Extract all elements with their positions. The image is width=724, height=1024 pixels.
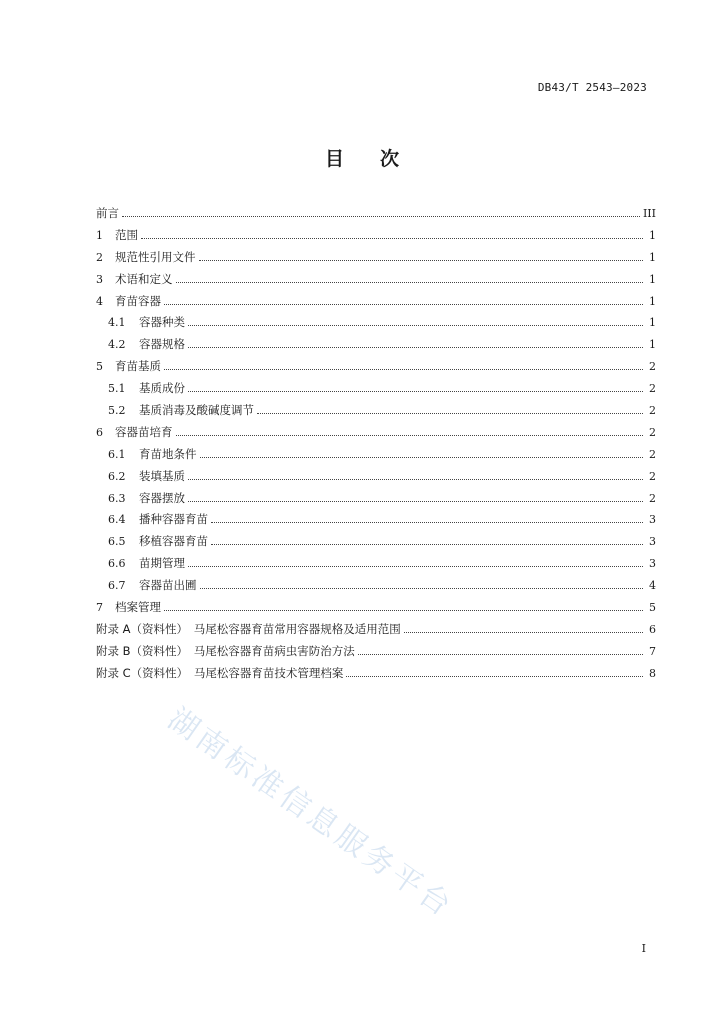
toc-entry[interactable]: [96, 597, 656, 619]
toc-entry-title: 育苗基质: [115, 359, 161, 374]
toc-entry[interactable]: [96, 291, 656, 313]
toc-entry-page: 1: [649, 250, 656, 264]
toc-entry[interactable]: [96, 663, 656, 685]
dot-leader: [200, 588, 644, 589]
toc-entry[interactable]: [96, 422, 656, 444]
toc-entry[interactable]: [96, 619, 656, 641]
toc-entry-page: 3: [649, 535, 656, 549]
dot-leader: [188, 479, 643, 480]
toc-entry-number: 1: [96, 228, 103, 242]
toc-entry-page: 2: [649, 382, 656, 396]
dot-leader: [122, 216, 640, 217]
toc-entry[interactable]: [96, 312, 656, 334]
dot-leader: [164, 369, 643, 370]
toc-entry-page: 3: [649, 513, 656, 527]
toc-entry-title: 附录 B（资料性） 马尾松容器育苗病虫害防治方法: [96, 643, 355, 658]
toc-entry[interactable]: [96, 466, 656, 488]
toc-entry-number: 6.7: [108, 579, 126, 593]
toc-entry-page: 1: [649, 316, 656, 330]
dot-leader: [211, 544, 643, 545]
toc-entry-number: 6.3: [108, 491, 126, 505]
toc-entry-title: 育苗容器: [115, 293, 161, 308]
toc-entry-page: 2: [649, 404, 656, 418]
page-number: I: [641, 942, 646, 955]
toc-entry-title: 术语和定义: [115, 271, 173, 286]
toc-entry-title: 规范性引用文件: [115, 249, 196, 264]
toc-entry-title: 基质消毒及酸碱度调节: [139, 403, 254, 418]
toc-entry-page: 2: [649, 447, 656, 461]
toc-entry-page: 2: [649, 469, 656, 483]
toc-entry[interactable]: [96, 378, 656, 400]
toc-entry[interactable]: [96, 641, 656, 663]
toc-entry-number: 4.1: [108, 316, 126, 330]
toc-entry-page: III: [642, 207, 656, 220]
toc-entry-title: 容器苗出圃: [139, 578, 197, 593]
toc-entry-number: 6.6: [108, 557, 126, 571]
dot-leader: [188, 501, 643, 502]
toc-entry-number: 6.5: [108, 535, 126, 549]
toc-entry-title: 苗期管理: [139, 556, 185, 571]
toc-entry-title: 容器规格: [139, 337, 185, 352]
toc-entry-title: 容器摆放: [139, 490, 185, 505]
toc-entry-title: 育苗地条件: [139, 446, 197, 461]
dot-leader: [188, 347, 643, 348]
dot-leader: [358, 654, 643, 655]
dot-leader: [176, 282, 644, 283]
dot-leader: [164, 610, 643, 611]
watermark: 湖南标准信息服务平台: [161, 701, 460, 926]
dot-leader: [188, 391, 643, 392]
dot-leader: [200, 457, 644, 458]
toc-entry-number: 6: [96, 425, 103, 439]
toc-entry-page: 8: [649, 666, 656, 680]
toc-entry-number: 3: [96, 272, 103, 286]
toc-title: 目次: [324, 148, 435, 170]
toc-entry[interactable]: [96, 334, 656, 356]
table-of-contents: [96, 203, 656, 685]
toc-entry[interactable]: [96, 356, 656, 378]
toc-entry-page: 3: [649, 557, 656, 571]
toc-entry[interactable]: [96, 269, 656, 291]
toc-entry[interactable]: [96, 575, 656, 597]
dot-leader: [211, 522, 643, 523]
toc-entry-number: 5: [96, 360, 103, 374]
toc-entry-page: 2: [649, 360, 656, 374]
toc-entry-title: 播种容器育苗: [139, 512, 208, 527]
toc-entry-page: 6: [649, 622, 656, 636]
dot-leader: [199, 260, 644, 261]
dot-leader: [164, 304, 643, 305]
toc-entry-page: 1: [649, 294, 656, 308]
toc-entry-page: 1: [649, 228, 656, 242]
toc-entry-page: 4: [649, 579, 656, 593]
toc-entry[interactable]: [96, 488, 656, 510]
toc-entry-number: 4: [96, 294, 103, 308]
toc-entry-number: 2: [96, 250, 103, 264]
toc-entry[interactable]: [96, 553, 656, 575]
toc-entry[interactable]: [96, 225, 656, 247]
toc-entry-number: 5.1: [108, 382, 126, 396]
toc-entry-title: 范围: [115, 227, 138, 242]
toc-entry-title: 基质成份: [139, 381, 185, 396]
toc-entry-title: 移植容器育苗: [139, 534, 208, 549]
toc-entry-title: 容器种类: [139, 315, 185, 330]
toc-entry-number: 4.2: [108, 338, 126, 352]
dot-leader: [188, 566, 643, 567]
toc-entry[interactable]: [96, 531, 656, 553]
toc-entry[interactable]: [96, 444, 656, 466]
toc-entry-number: 7: [96, 601, 103, 615]
toc-entry-page: 1: [649, 338, 656, 352]
dot-leader: [257, 413, 643, 414]
toc-entry[interactable]: [96, 400, 656, 422]
toc-entry-number: 6.1: [108, 447, 126, 461]
toc-entry-title: 前言: [96, 206, 119, 220]
toc-entry-page: 2: [649, 425, 656, 439]
toc-entry[interactable]: [96, 509, 656, 531]
toc-entry-title: 附录 C（资料性） 马尾松容器育苗技术管理档案: [96, 665, 344, 680]
toc-entry-page: 5: [649, 601, 656, 615]
document-code: DB43/T 2543—2023: [537, 81, 647, 94]
dot-leader: [404, 632, 643, 633]
toc-entry-number: 5.2: [108, 404, 126, 418]
toc-entry-number: 6.4: [108, 513, 126, 527]
dot-leader: [188, 325, 643, 326]
toc-entry-title: 附录 A（资料性） 马尾松容器育苗常用容器规格及适用范围: [96, 621, 401, 636]
dot-leader: [176, 435, 644, 436]
toc-entry-page: 7: [649, 644, 656, 658]
toc-entry[interactable]: [96, 247, 656, 269]
toc-entry-number: 6.2: [108, 469, 126, 483]
toc-entry-title: 档案管理: [115, 600, 161, 615]
toc-entry-page: 1: [649, 272, 656, 286]
dot-leader: [346, 676, 643, 677]
toc-entry[interactable]: [96, 203, 656, 225]
toc-entry-title: 装填基质: [139, 468, 185, 483]
toc-entry-title: 容器苗培育: [115, 424, 173, 439]
dot-leader: [141, 238, 643, 239]
toc-entry-page: 2: [649, 491, 656, 505]
